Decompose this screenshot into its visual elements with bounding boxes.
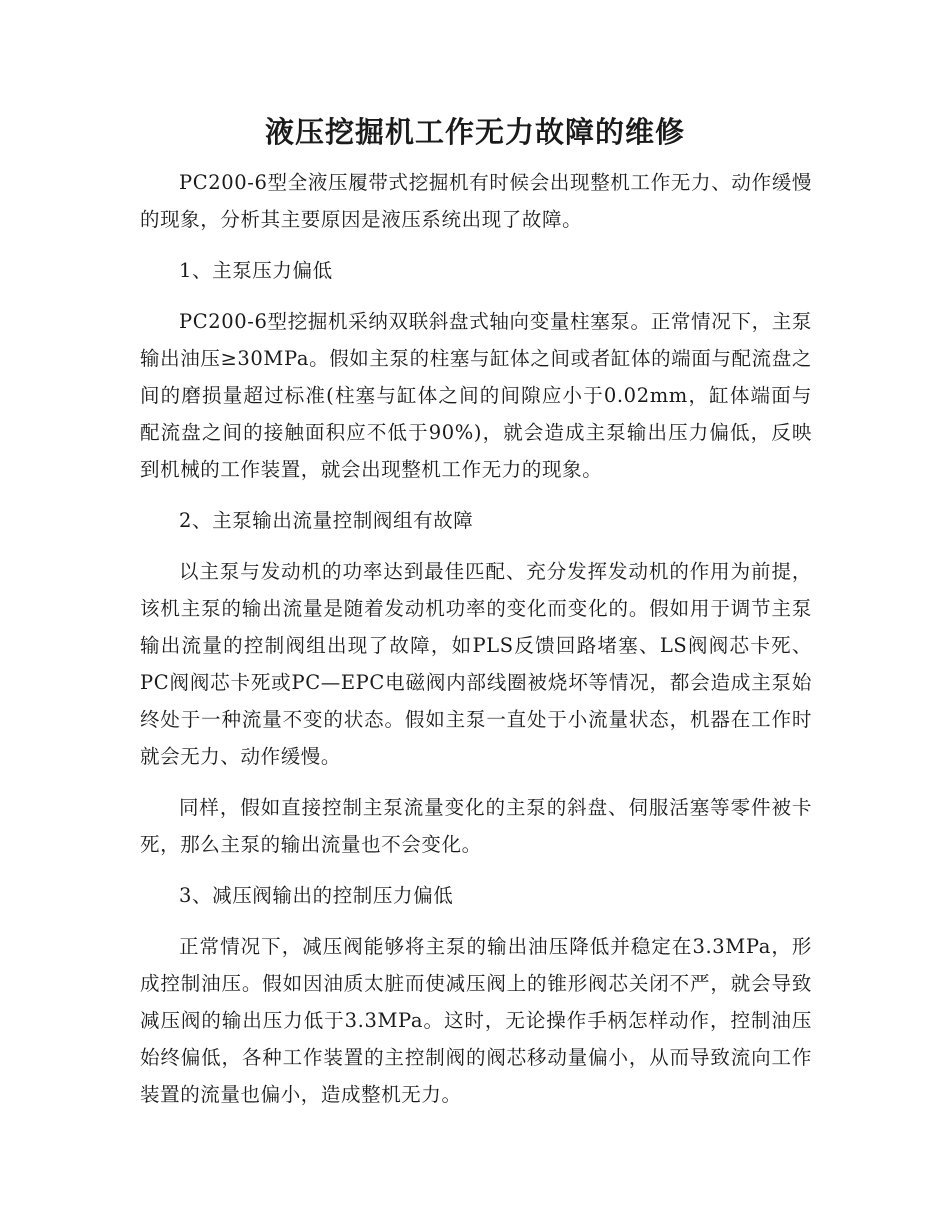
document-body [140, 164, 812, 1113]
section-heading-1: 1、主泵压力偏低 [179, 259, 333, 282]
document-title: 液压挖掘机工作无力故障的维修 [264, 115, 685, 149]
section-heading-2: 2、主泵输出流量控制阀组有故障 [179, 509, 474, 532]
intro-paragraph: PC200-6型全液压履带式挖掘机有时候会出现整机工作无力、动作缓慢的现象，分析其主要原因是液压系统出现了故障。 [140, 171, 812, 231]
section-2-paragraph-2: 同样，假如直接控制主泵流量变化的主泵的斜盘、伺服活塞等零件被卡死，那么主泵的输出流量也不会变化。 [140, 796, 812, 856]
section-2-paragraph: 以主泵与发动机的功率达到最佳匹配、充分发挥发动机的作用为前提，该机主泵的输出流量是随着发动机功率的变化而变化的。假如用于调节主泵输出流量的控制阀组出现了故障，如PLS反馈回路堵塞、LS阀阀芯卡死、PC阀阀芯卡死或PC—EPC电磁阀内部线圈被烧坏等情况，都会造成主泵始终处于一种流量不变的状态。假如主泵一直处于小流量状态，机器在工作时就会无力、动作缓慢。 [140, 560, 812, 768]
section-1-paragraph: PC200-6型挖掘机采纳双联斜盘式轴向变量柱塞泵。正常情况下，主泵输出油压≥30MPa。假如主泵的柱塞与缸体之间或者缸体的端面与配流盘之间的磨损量超过标准(柱塞与缸体之间的间隙应小于0.02mm，缸体端面与配流盘之间的接触面积应不低于90%)，就会造成主泵输出压力偏低，反映到机械的工作装置，就会出现整机工作无力的现象。 [140, 310, 812, 481]
section-heading-3: 3、减压阀输出的控制压力偏低 [179, 884, 454, 907]
section-3-paragraph: 正常情况下，减压阀能够将主泵的输出油压降低并稳定在3.3MPa，形成控制油压。假如因油质太脏而使减压阀上的锥形阀芯关闭不严，就会导致减压阀的输出压力低于3.3MPa。这时，无论操作手柄怎样动作，控制油压始终偏低，各种工作装置的主控制阀的阀芯移动量偏小，从而导致流向工作装置的流量也偏小，造成整机无力。 [140, 935, 812, 1106]
